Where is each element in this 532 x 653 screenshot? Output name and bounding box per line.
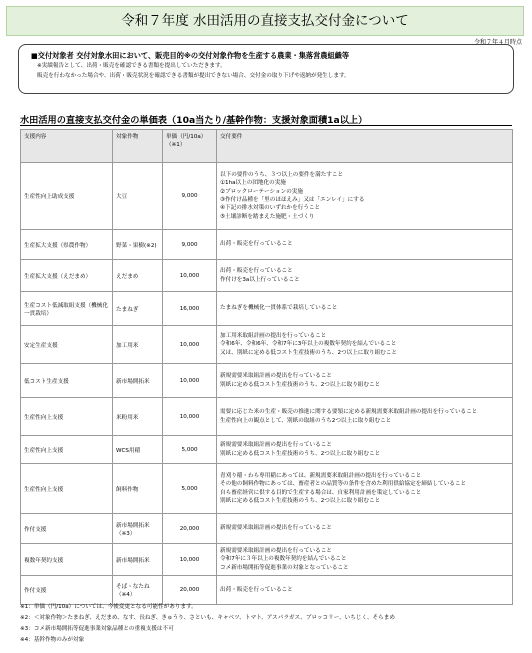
table-row — [21, 544, 513, 576]
support-type-cell: 低コスト生産支援 — [21, 364, 113, 398]
requirement-line: 別紙に定める低コスト生産技術のうち、2つ以上に取り組むこと — [220, 497, 381, 504]
table-header-row — [21, 130, 513, 163]
crop-cell: 野菜・果樹(※2) — [113, 230, 163, 260]
footnote: ※1：単価（円/10a）については、今後変更となる可能性があります。 — [20, 604, 197, 610]
amount-cell: 10,000 — [163, 326, 217, 364]
requirements-cell — [217, 230, 513, 260]
requirement-line: 生産性向上の観点として、別紙の取組のうち2つ以上に取り組むこと — [220, 417, 392, 424]
requirement-line: 出荷・販売を行っていること — [220, 268, 293, 275]
requirements-cell — [217, 326, 513, 364]
table-row — [21, 364, 513, 398]
footnote: ※4：基幹作物のみが対象 — [20, 637, 85, 643]
table-row — [21, 398, 513, 436]
crop-cell: そば・なたね（※4） — [113, 576, 163, 605]
requirement-line: 出荷・販売を行っていること — [220, 241, 293, 248]
requirements-cell — [217, 260, 513, 292]
requirement-line: 出荷・販売を行っていること — [220, 586, 293, 593]
requirement-line: 令和7年に３年以上の複数年契約を結んでいること — [220, 556, 347, 563]
requirements-cell — [217, 464, 513, 514]
amount-cell: 9,000 — [163, 163, 217, 230]
crop-cell: えだまめ — [113, 260, 163, 292]
requirement-line: 加工用米取組計画の提出を行っていること — [220, 332, 327, 339]
crop-cell: 大豆 — [113, 163, 163, 230]
eligibility-note: 販売を行わなかった場合や、出荷・販売状況を確認できる書類が提出できない場合、交付金の取り下げや返納が発生します。 — [37, 73, 350, 79]
page-title: 令和７年度 水田活用の直接支払交付金について — [6, 6, 524, 36]
table-row — [21, 163, 513, 230]
requirement-line: 青刈り稲・わら専用稲にあっては、新規需要米取組計画の提出を行っていること — [220, 472, 422, 479]
table-row — [21, 514, 513, 544]
requirement-line: 又は、別紙に定める低コスト生産技術のうち、2つ以上に取り組むこと — [220, 349, 397, 356]
support-type-cell: 生産性向上支援 — [21, 398, 113, 436]
crop-cell: たまねぎ — [113, 292, 163, 326]
amount-cell: 10,000 — [163, 260, 217, 292]
header-crop: 対象作物 — [113, 130, 163, 163]
amount-cell: 10,000 — [163, 364, 217, 398]
table-row — [21, 292, 513, 326]
requirements-cell — [217, 292, 513, 326]
support-type-cell: 生産性向上支援 — [21, 464, 113, 514]
amount-cell: 10,000 — [163, 398, 217, 436]
amount-cell: 20,000 — [163, 514, 217, 544]
table-row — [21, 260, 513, 292]
footnote: ※2：＜対象作物＞たまねぎ、えだまめ、なす、長ねぎ、きゅうり、さといも、キャベツ、トマト、アスパラガス、ブロッコリー、いちじく、そらまめ — [20, 615, 395, 621]
support-type-cell: 生産拡大支援（えだまめ） — [21, 260, 113, 292]
requirement-line: たまねぎを機械化一貫体系で栽培していること — [220, 305, 338, 312]
requirement-line: 新規需要米取組計画の提出を行っていること — [220, 442, 332, 449]
rate-table-body — [21, 163, 513, 605]
requirements-cell — [217, 436, 513, 464]
footnote: ※3：コメ新市場開拓等促進事業対象品種との重複支援は不可 — [20, 626, 174, 632]
requirement-line: コメ新市場開拓等促進事業の対象となっていること — [220, 564, 349, 571]
requirements-cell — [217, 544, 513, 576]
requirements-cell — [217, 163, 513, 230]
support-type-cell: 生産拡大支援（県農作物） — [21, 230, 113, 260]
header-requirements: 交付要件 — [217, 130, 513, 163]
crop-cell: 新市場開拓米 — [113, 364, 163, 398]
crop-cell: WCS用稲 — [113, 436, 163, 464]
crop-cell: 新市場開拓米（※3） — [113, 514, 163, 544]
eligibility-notice — [18, 44, 514, 94]
requirement-line: 作付けを3a以上行っていること — [220, 276, 300, 283]
requirement-line: その他の飼料作物にあっては、畜産者との品質等の条件を含めた利用供給協定を締結していること — [220, 481, 467, 488]
support-type-cell: 生産性向上助成支援 — [21, 163, 113, 230]
requirement-line: 以下の要件のうち、３つ以上の要件を満たすこと — [220, 171, 344, 178]
amount-cell: 10,000 — [163, 544, 217, 576]
requirement-line: 新規需要米取組計画の提出を行っていること — [220, 373, 332, 380]
section-heading: 水田活用の直接支払交付金の単価表（10a当たり/基幹作物：支援対象面積1a以上） — [20, 115, 368, 126]
requirements-cell — [217, 364, 513, 398]
requirement-line: 新規需要米取組計画の提出を行っていること — [220, 525, 332, 532]
date-label: 令和７年４月時点 — [473, 39, 522, 46]
heading-divider — [20, 125, 512, 126]
amount-cell: 5,000 — [163, 464, 217, 514]
requirements-cell — [217, 398, 513, 436]
requirement-line: ①1ha以上の団地化の実施 — [220, 180, 286, 187]
table-row — [21, 436, 513, 464]
requirement-line: ②ブロックローテーションの実施 — [220, 188, 303, 195]
requirement-line: 令和6年、令和6年、令和7年に3年以上の複数年契約を結んでいること — [220, 341, 397, 348]
amount-cell: 16,000 — [163, 292, 217, 326]
requirements-cell — [217, 576, 513, 605]
rate-table — [20, 129, 513, 605]
header-support-type: 支援内容 — [21, 130, 113, 163]
support-type-cell: 安定生産支援 — [21, 326, 113, 364]
requirement-line: 別紙に定める低コスト生産技術のうち、2つ以上に取り組むこと — [220, 381, 381, 388]
table-row — [21, 326, 513, 364]
requirement-line: 自ら畜産経営に供する目的で生産する場合は、自家利用計画を策定していること — [220, 489, 422, 496]
crop-cell: 加工用米 — [113, 326, 163, 364]
support-type-cell: 生産コスト低減取組支援（機械化一貫栽培） — [21, 292, 113, 326]
requirement-line: ③作付け品種を「里のほほえみ」又は「エンレイ」にする — [220, 197, 365, 203]
eligibility-main: ■交付対象者 交付対象水田において、販売目的※の交付対象作物を生産する農業・集落営農組織等 — [31, 51, 350, 60]
amount-cell: 20,000 — [163, 576, 217, 605]
support-type-cell: 生産性向上支援 — [21, 436, 113, 464]
table-row — [21, 464, 513, 514]
table-row — [21, 576, 513, 605]
requirements-cell — [217, 514, 513, 544]
header-amount: 単価（円/10a）（※1） — [163, 130, 217, 163]
amount-cell: 5,000 — [163, 436, 217, 464]
table-row — [21, 230, 513, 260]
requirement-line: 新規需要米取組計画の提出を行っていること — [220, 547, 332, 554]
support-type-cell: 作付支援 — [21, 514, 113, 544]
crop-cell: 米粉用米 — [113, 398, 163, 436]
support-type-cell: 作付支援 — [21, 576, 113, 605]
crop-cell: 新市場開拓米 — [113, 544, 163, 576]
eligibility-note: ※実績報告として、出荷・販売を確認できる書類を提出していただきます。 — [37, 63, 226, 69]
requirement-line: ④下記の排水対策のいずれかを行うこと — [220, 205, 321, 212]
amount-cell: 9,000 — [163, 230, 217, 260]
support-type-cell: 複数年契約支援 — [21, 544, 113, 576]
requirement-line: 需要に応じた米の生産・販売の推進に関する要領に定める新規需要米取組計画の提出を行っていること — [220, 409, 478, 416]
requirement-line: 別紙に定める低コスト生産技術のうち、2つ以上に取り組むこと — [220, 450, 381, 457]
crop-cell: 飼料作物 — [113, 464, 163, 514]
requirement-line: ⑤土壌診断を踏まえた施肥・土づくり — [220, 213, 315, 220]
